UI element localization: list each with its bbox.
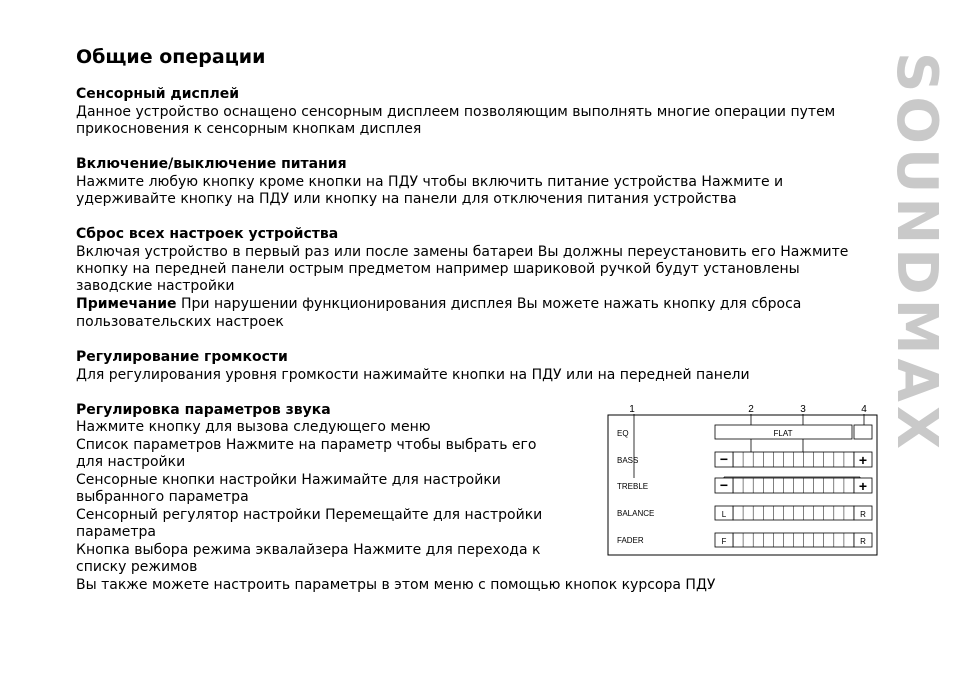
row-label-treble: TREBLE [617,482,649,491]
fader-slider[interactable] [733,533,854,547]
paragraph-line: Список параметров Нажмите на параметр чтобы выбрать его [76,437,537,453]
eq-mode-button[interactable] [854,425,872,439]
paragraph-line: удерживайте кнопку на ПДУ или кнопку на панели для отключения питания устройства [76,191,737,207]
paragraph-line: пользовательских настроек [76,314,284,330]
paragraph-line: прикосновения к сенсорным кнопкам дисплея [76,121,422,137]
paragraph-line: Сенсорные кнопки настройки Нажимайте для настройки [76,472,501,488]
callout-4: 4 [861,404,867,415]
paragraph-line: параметра [76,524,156,540]
paragraph-line: Нажмите кнопку для вызова следующего меню [76,419,431,435]
paragraph-line: выбранного параметра [76,489,249,505]
page-title: Общие операции [76,46,266,68]
row-label-balance: BALANCE [617,509,655,518]
paragraph-line: кнопку на передней панели острым предметом например шариковой ручкой будут установлены [76,261,800,277]
brand-logo [884,52,949,592]
paragraph-line: Кнопка выбора режима эквалайзера Нажмите для перехода к [76,542,541,558]
callout-2: 2 [748,404,754,415]
section-heading-sound: Регулировка параметров звука [76,402,331,418]
paragraph-line: Данное устройство оснащено сенсорным дисплеем позволяющим выполнять многие операции путем [76,104,836,120]
paragraph-line: Сенсорный регулятор настройки Перемещайте для настройки [76,507,543,523]
paragraph-line: заводские настройки [76,278,235,294]
paragraph-line: для настройки [76,454,186,470]
balance-slider[interactable] [733,506,854,520]
row-label-bass: BASS [617,456,639,465]
row-label-fader: FADER [617,536,644,545]
row-label-eq: EQ [617,429,629,438]
paragraph-line: Для регулирования уровня громкости нажимайте кнопки на ПДУ или на передней панели [76,367,750,383]
fader-front-label: F [721,537,727,546]
paragraph-line: Включая устройство в первый раз или после замены батареи Вы должны переустановить его Нажмите [76,244,849,260]
eq-mode-value: FLAT [773,429,793,438]
treble-minus-icon: − [719,477,729,493]
paragraph-line: списку режимов [76,559,198,575]
callout-1: 1 [629,404,635,415]
brand-text: SOUNDMAX [884,52,949,454]
fader-rear-label: R [860,537,866,546]
balance-right-label: R [860,510,866,519]
section-heading-touch-display: Сенсорный дисплей [76,86,240,102]
paragraph-line: Нажмите любую кнопку кроме кнопки на ПДУ чтобы включить питание устройства Нажмите и [76,174,784,190]
section-heading-power: Включение/выключение питания [76,156,347,172]
bass-plus-icon: + [858,452,868,468]
section-heading-reset: Сброс всех настроек устройства [76,226,339,242]
callout-3: 3 [800,404,806,415]
balance-left-label: L [721,510,727,519]
bass-minus-icon: − [719,451,729,467]
bass-slider[interactable] [733,452,854,467]
note-line [76,296,801,313]
paragraph-line: Вы также можете настроить параметры в этом меню с помощью кнопок курсора ПДУ [76,577,716,593]
treble-slider[interactable] [733,478,854,493]
treble-plus-icon: + [858,478,868,494]
note-label: Примечание [76,296,177,312]
note-text: При нарушении функционирования дисплея Вы можете нажать кнопку для сброса [176,296,802,312]
section-heading-volume: Регулирование громкости [76,349,288,365]
sound-settings-diagram [605,398,880,558]
